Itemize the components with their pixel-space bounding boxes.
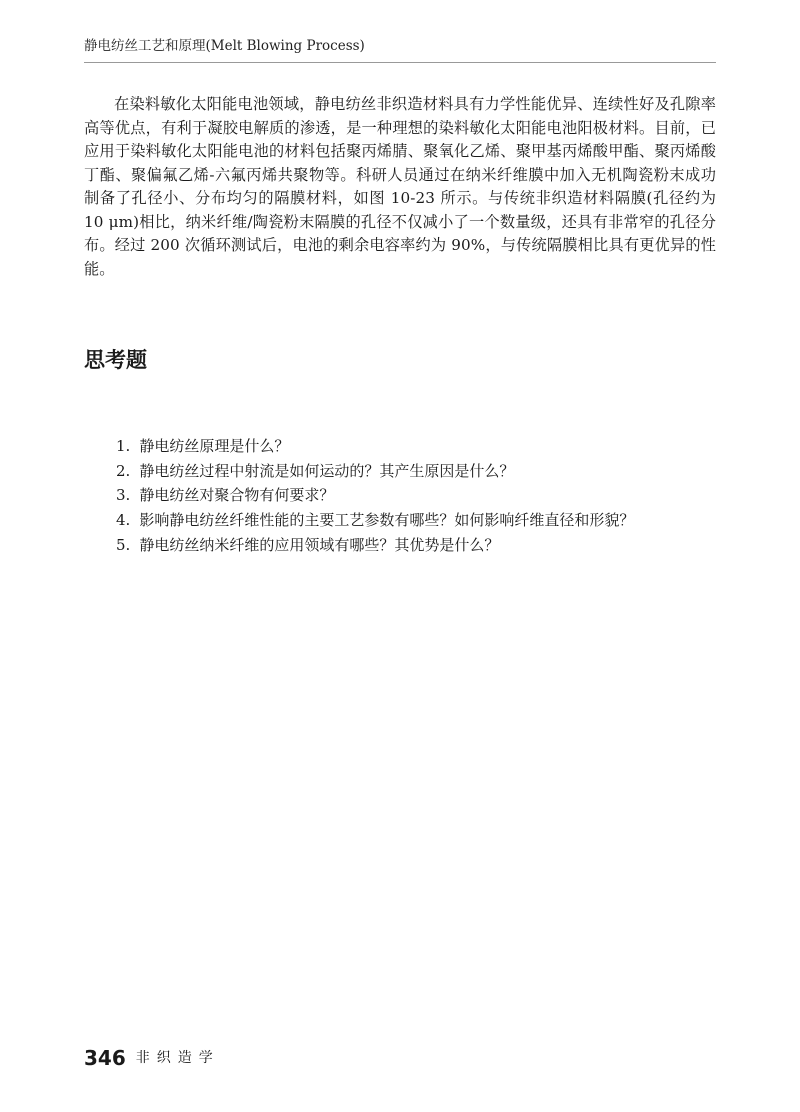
question-text: 静电纺丝过程中射流是如何运动的？其产生原因是什么？ bbox=[139, 461, 515, 480]
question-text: 静电纺丝原理是什么？ bbox=[139, 437, 290, 455]
question-item bbox=[116, 483, 716, 508]
section-heading: 思考题 bbox=[84, 348, 147, 372]
question-item bbox=[116, 508, 716, 533]
question-number: 1. bbox=[116, 437, 131, 455]
question-number: 4. bbox=[116, 511, 131, 530]
running-header: 静电纺丝工艺和原理(Melt Blowing Process) bbox=[84, 38, 365, 54]
question-number: 3. bbox=[116, 486, 131, 505]
question-number: 2. bbox=[116, 461, 131, 480]
header-divider bbox=[84, 62, 716, 63]
question-list bbox=[116, 434, 716, 558]
body-paragraph: 在染料敏化太阳能电池领域，静电纺丝非织造材料具有力学性能优异、连续性好及孔隙率高等优点，有利于凝胶电解质的渗透，是一种理想的染料敏化太阳能电池阳极材料。目前，已应用于染料敏化太阳能电池的材料包括聚丙烯腈、聚氧化乙烯、聚甲基丙烯酸甲酯、聚丙烯酸丁酯、聚偏氟乙烯-六氟丙烯共聚物等。科研人员通过在纳米纤维膜中加入无机陶瓷粉末成功制备了孔径小、分布均匀的隔膜材料，如图 10-23 所示。与传统非织造材料隔膜(孔径约为 10 μm)相比，纳米纤维/陶瓷粉末隔膜的孔径不仅减小了一个数量级，还具有非常窄的孔径分布。经过 200 次循环测试后，电池的剩余电容率约为 90%，与传统隔膜相比具有更优异的性能。 bbox=[84, 95, 716, 278]
question-text: 静电纺丝对聚合物有何要求？ bbox=[139, 486, 335, 505]
question-item bbox=[116, 434, 716, 459]
question-item bbox=[116, 533, 716, 558]
page-number: 346 bbox=[84, 1046, 126, 1070]
question-text: 影响静电纺丝纤维性能的主要工艺参数有哪些？如何影响纤维直径和形貌？ bbox=[139, 511, 635, 530]
book-title: 非织造学 bbox=[135, 1050, 220, 1066]
question-number: 5. bbox=[116, 535, 131, 554]
question-item bbox=[116, 459, 716, 484]
question-text: 静电纺丝纳米纤维的应用领域有哪些？其优势是什么？ bbox=[139, 535, 500, 554]
page-footer bbox=[84, 1044, 220, 1072]
